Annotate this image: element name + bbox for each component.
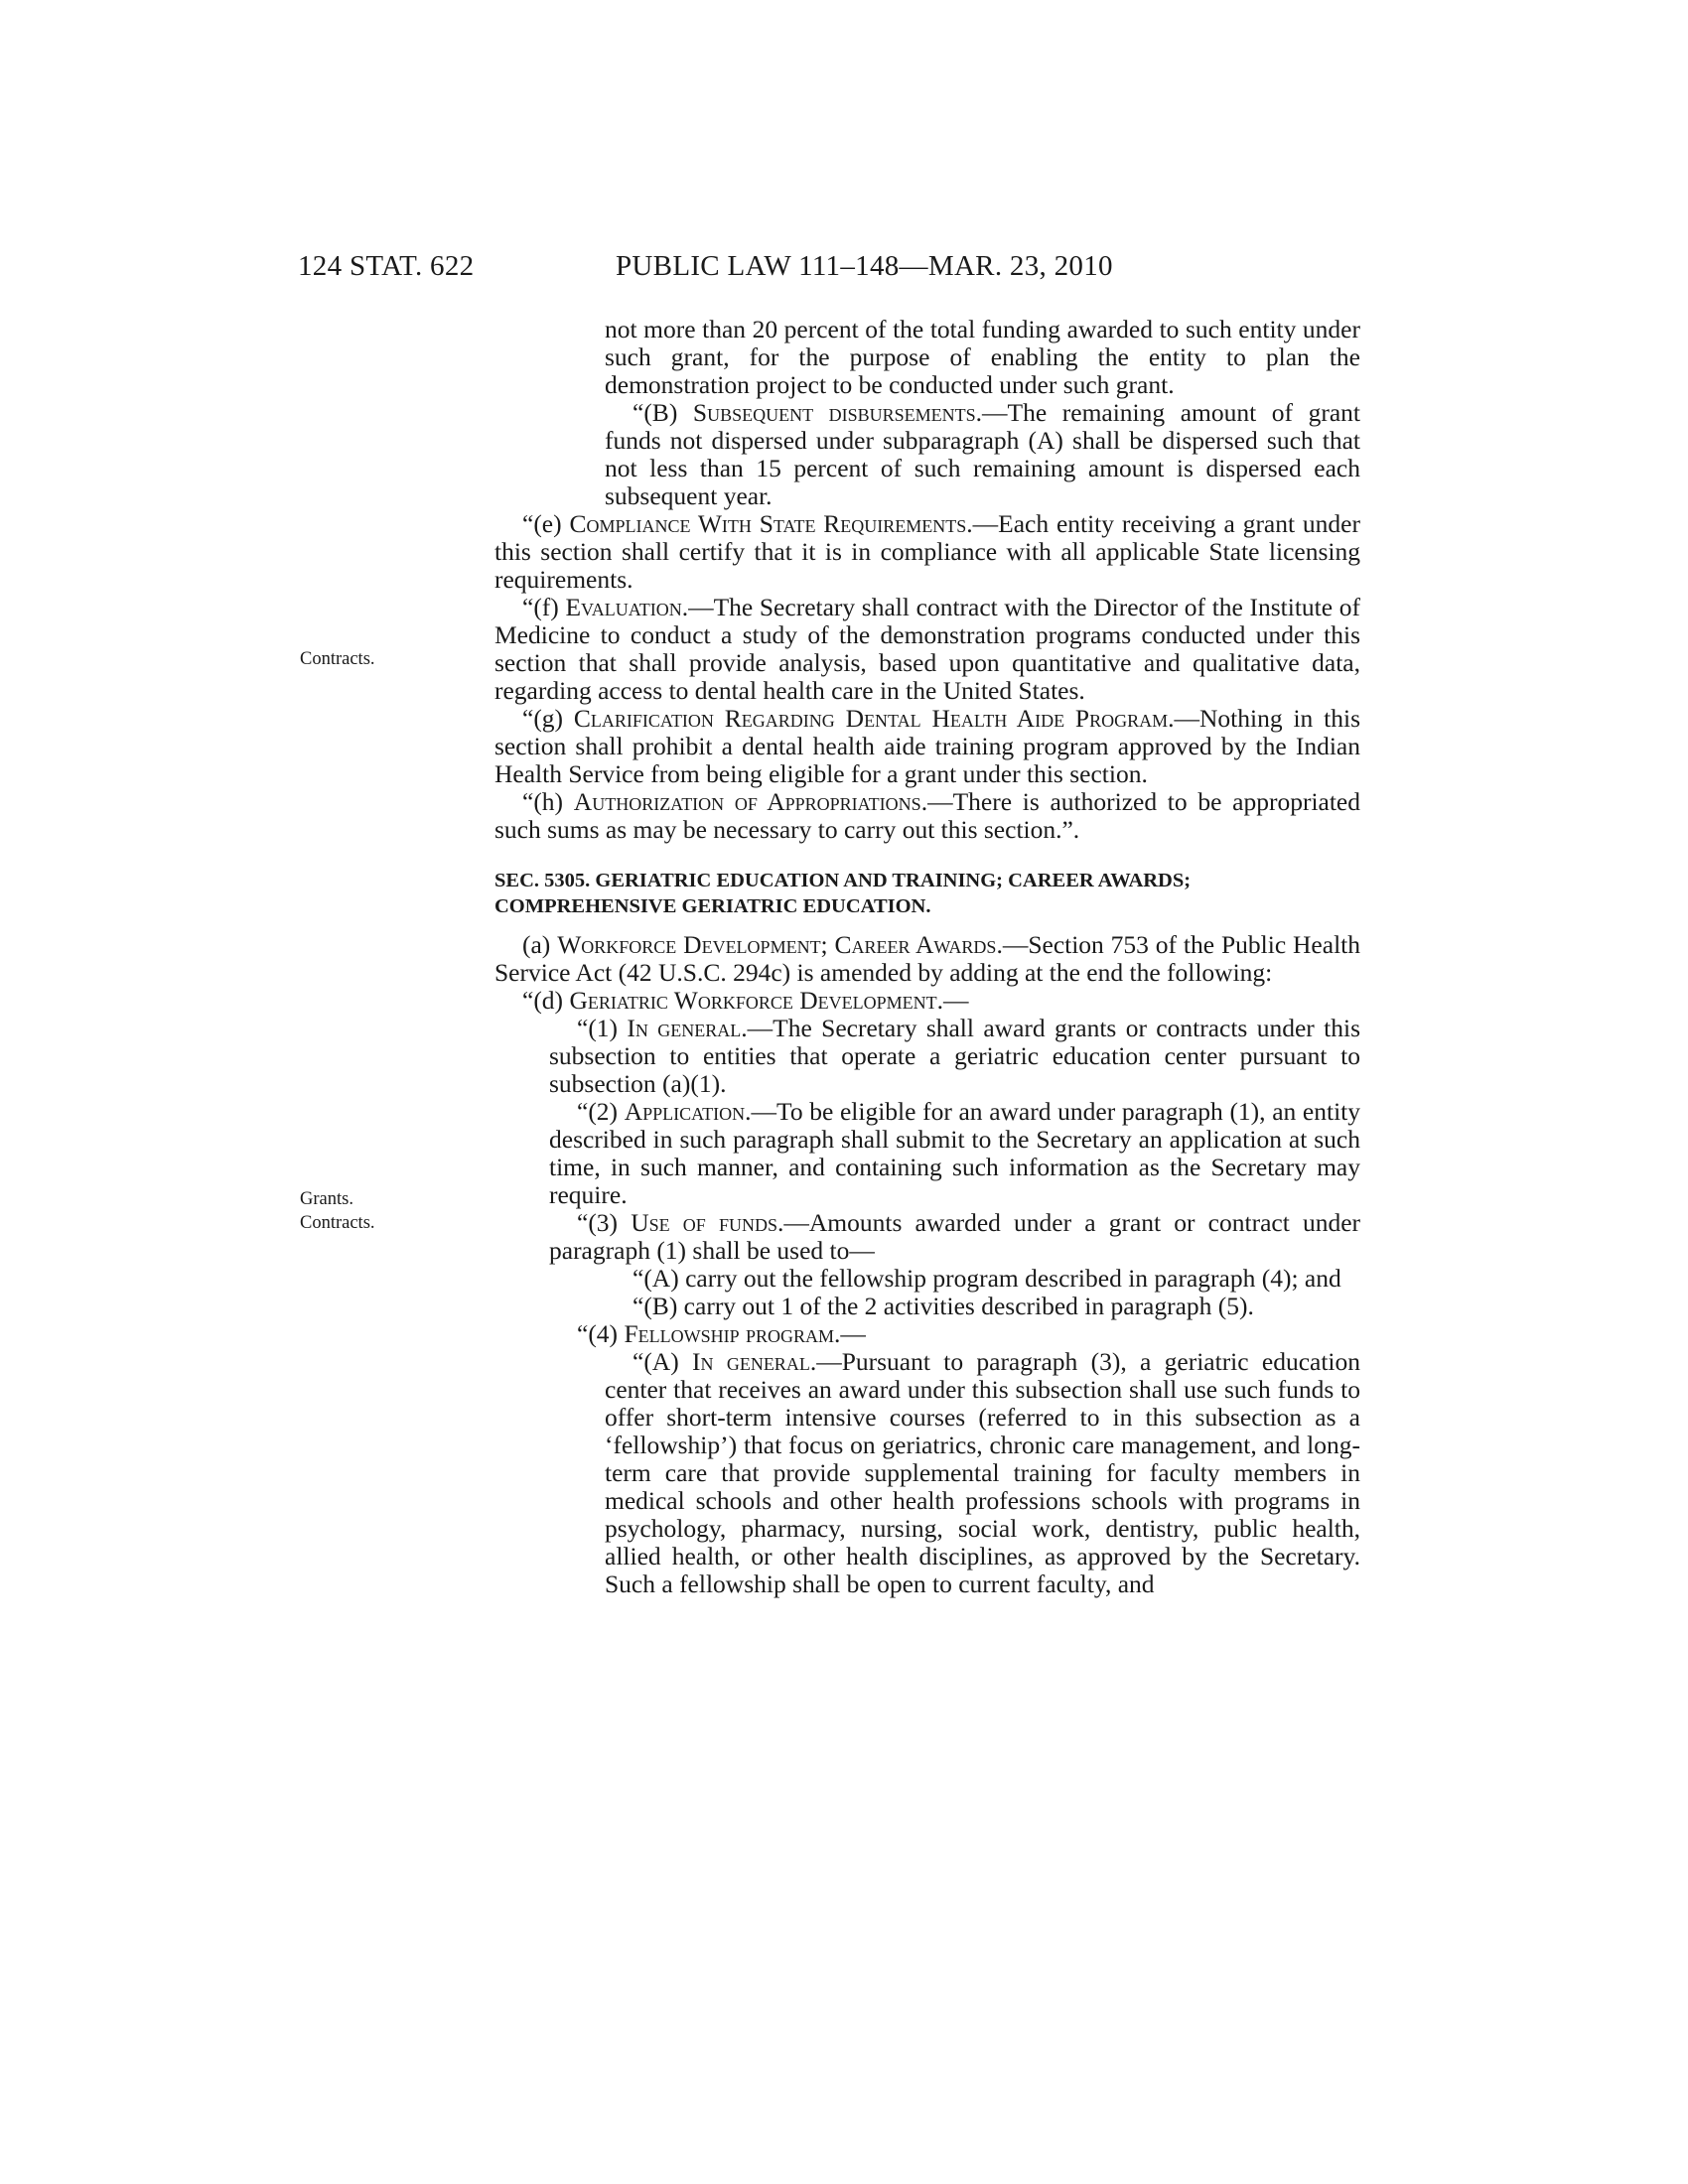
margin-note-grants: Grants. bbox=[300, 1189, 353, 1209]
paragraph-heading: Geriatric Workforce Development bbox=[569, 986, 937, 1015]
paragraph-heading: Authorization of Appropriations bbox=[573, 787, 921, 816]
document-body bbox=[494, 316, 1360, 1598]
subsection-g-clarification bbox=[494, 705, 1360, 788]
paragraph-text: .—Section 753 of the Public Health Service Act (42 U.S.C. 294c) is amended by adding at the end the following: bbox=[494, 930, 1360, 987]
paragraph-heading: In general bbox=[627, 1014, 742, 1042]
paragraph-text: .—The remaining amount of grant funds not dispersed under subparagraph (A) shall be dispersed such that not less than 15 percent of such remaining amount is dispersed each subsequent year. bbox=[605, 398, 1360, 510]
subparagraph-a-fellowship bbox=[494, 1265, 1360, 1293]
public-law-title: PUBLIC LAW 111–148—MAR. 23, 2010 bbox=[616, 250, 1113, 282]
paragraph-2-application bbox=[494, 1098, 1360, 1209]
paragraph-text: not more than 20 percent of the total funding awarded to such entity under such grant, for the purpose of enabling the entity to plan the demonstration project to be conducted under such grant. bbox=[605, 315, 1360, 399]
paragraph-label: “(2) bbox=[577, 1097, 625, 1126]
subsection-e-compliance bbox=[494, 510, 1360, 594]
paragraph-heading: Use of funds bbox=[631, 1208, 777, 1237]
statute-page-number: 124 STAT. 622 bbox=[298, 250, 475, 282]
paragraph-text: .—The Secretary shall award grants or contracts under this subsection to entities that operate a geriatric education center pursuant to subsection (a)(1). bbox=[549, 1014, 1360, 1098]
paragraph-text: .—Pursuant to paragraph (3), a geriatric education center that receives an award under this subsection shall use such funds to offer short-term intensive courses (referred to in this subsection as a ‘fellowship’) that focus on geriatrics, chronic care management, and long-term care that provide supplemental training for faculty members in medical schools and other health professions schools with programs in psychology, pharmacy, nursing, social work, dentistry, public health, allied health, or other health disciplines, as approved by the Secretary. Such a fellowship shall be open to current faculty, and bbox=[605, 1347, 1361, 1598]
paragraph-heading: Clarification Regarding Dental Health Aide Program bbox=[573, 704, 1169, 733]
paragraph-text: .—There is authorized to be appropriated such sums as may be necessary to carry out this section.”. bbox=[494, 787, 1361, 844]
paragraph-4-fellowship-program bbox=[494, 1320, 1360, 1348]
paragraph-heading: Workforce Development; Career Awards bbox=[557, 930, 997, 959]
paragraph-heading: Compliance With State Requirements bbox=[569, 509, 967, 538]
paragraph-heading: Application bbox=[624, 1097, 746, 1126]
subsection-d-geriatric-workforce bbox=[494, 987, 1360, 1015]
paragraph-heading: Fellowship program bbox=[624, 1319, 835, 1348]
paragraph-label: “(h) bbox=[522, 787, 574, 816]
paragraph-label: “(A) bbox=[633, 1347, 693, 1376]
paragraph-text: .— bbox=[834, 1319, 866, 1348]
paragraph-3-use-of-funds bbox=[494, 1209, 1360, 1265]
paragraph-heading: In general bbox=[692, 1347, 810, 1376]
paragraph-text: “(B) carry out 1 of the 2 activities described in paragraph (5). bbox=[633, 1292, 1254, 1320]
paragraph-heading: Evaluation bbox=[565, 593, 682, 621]
paragraph-label: “(1) bbox=[577, 1014, 628, 1042]
paragraph-text: “(A) carry out the fellowship program described in paragraph (4); and bbox=[633, 1264, 1341, 1293]
paragraph-label: “(f) bbox=[522, 593, 566, 621]
margin-note-contracts: Contracts. bbox=[300, 649, 375, 669]
paragraph-text: .—Nothing in this section shall prohibit a dental health aide training program approved by the Indian Health Service from being eligible for a grant under this section. bbox=[494, 704, 1361, 788]
subsection-h-authorization bbox=[494, 788, 1360, 844]
section-heading-line-2: COMPREHENSIVE GERIATRIC EDUCATION. bbox=[494, 895, 931, 917]
paragraph-label: (a) bbox=[522, 930, 558, 959]
page-header bbox=[0, 250, 1688, 290]
paragraph-continuation bbox=[494, 316, 1360, 399]
subsection-f-evaluation bbox=[494, 594, 1360, 705]
subsection-a-workforce-development bbox=[494, 931, 1360, 987]
paragraph-text: .—Each entity receiving a grant under this section shall certify that it is in compliance with all applicable State licensing requirements. bbox=[494, 509, 1360, 594]
paragraph-text: .—Amounts awarded under a grant or contract under paragraph (1) shall be used to— bbox=[549, 1208, 1361, 1265]
paragraph-text: .—To be eligible for an award under paragraph (1), an entity described in such paragraph shall submit to the Secretary an application at such time, in such manner, and containing such information as the Secretary may require. bbox=[549, 1097, 1360, 1209]
paragraph-text: .— bbox=[936, 986, 969, 1015]
section-heading-line-1: SEC. 5305. GERIATRIC EDUCATION AND TRAINING; CAREER AWARDS; bbox=[494, 870, 1192, 891]
paragraph-label: “(3) bbox=[577, 1208, 632, 1237]
subparagraph-b-activities bbox=[494, 1293, 1360, 1320]
subparagraph-a-in-general bbox=[494, 1348, 1360, 1598]
paragraph-label: “(g) bbox=[522, 704, 574, 733]
section-heading-5305 bbox=[494, 868, 1360, 919]
paragraph-label: “(e) bbox=[522, 509, 570, 538]
paragraph-label: “(4) bbox=[577, 1319, 625, 1348]
paragraph-text: .—The Secretary shall contract with the Director of the Institute of Medicine to conduct a study of the demonstration programs conducted under this section that shall provide analysis, based upon quantitative and qualitative data, regarding access to dental health care in the United States. bbox=[494, 593, 1360, 705]
margin-note-contracts-2: Contracts. bbox=[300, 1213, 375, 1233]
paragraph-heading: Subsequent disbursements bbox=[692, 398, 976, 427]
paragraph-1-in-general bbox=[494, 1015, 1360, 1098]
paragraph-label: “(d) bbox=[522, 986, 570, 1015]
subparagraph-b-subsequent-disbursements bbox=[494, 399, 1360, 510]
paragraph-label: “(B) bbox=[633, 398, 693, 427]
